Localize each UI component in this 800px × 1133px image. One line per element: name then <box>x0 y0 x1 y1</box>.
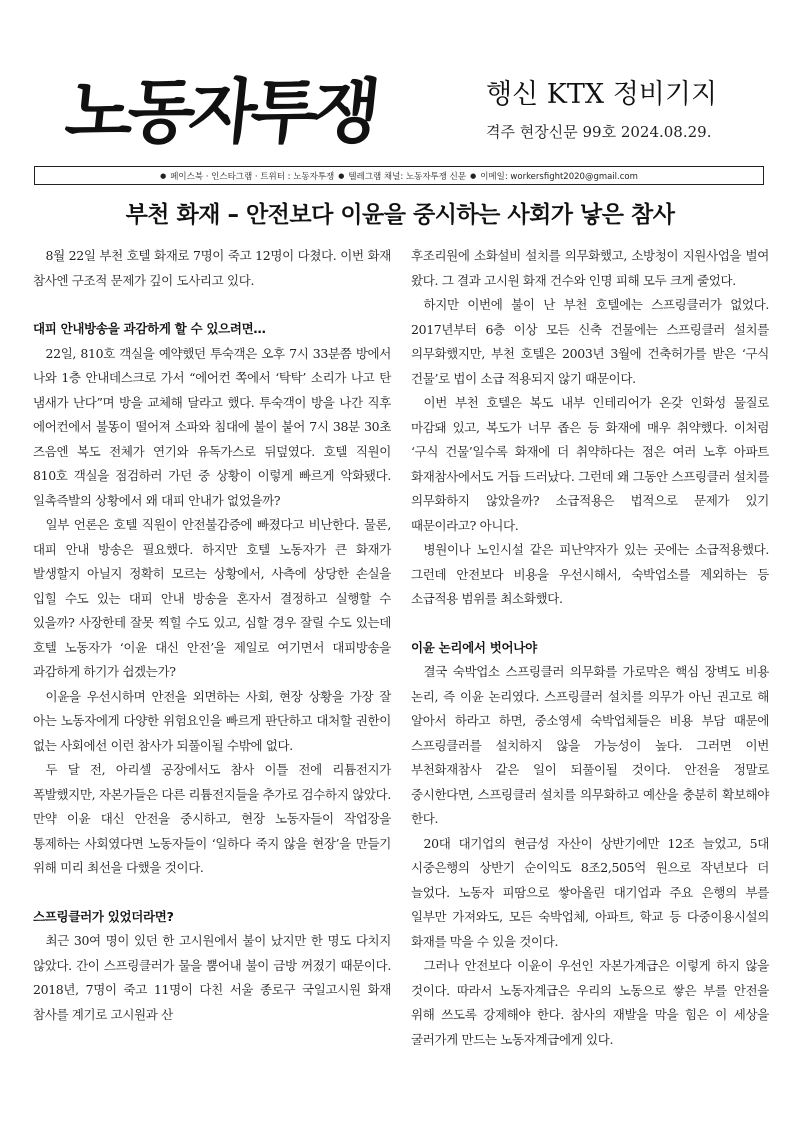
telegram-channel-info: 텔레그램 채널: 노동자투쟁 신문 <box>348 171 467 182</box>
body-paragraph: 22일, 810호 객실을 예약했던 투숙객은 오후 7시 33분쯤 방에서 나와 1층 안내데스크로 가서 “에어컨 쪽에서 ‘탁탁’ 소리가 나고 탄 냄새가 난다”며 방을 교체해 달라고 했다. 투숙객이 방을 나간 직후 에어컨에서 불똥이 떨어져 소파와 침대에 불이 붙어 7시 38분 30초 즈음엔 복도 전체가 연기와 유독가스로 뒤덮였다. 호텔 직원이 810호 객실을 점검하러 가던 중 상황이 이렇게 빠르게 악화됐다. 일촉즉발의 상황에서 왜 대피 안내가 없었을까? <box>33 345 391 508</box>
section-heading: 이윤 논리에서 벗어나야 <box>411 639 537 655</box>
email-info: 이메일: workersfight2020@gmail.com <box>480 171 638 182</box>
contact-bar <box>34 166 764 185</box>
section-spacer <box>411 612 769 636</box>
bullet-icon: ● <box>470 171 477 180</box>
section-heading: 대피 안내방송을 과감하게 할 수 있으려면… <box>33 321 266 336</box>
body-paragraph: 결국 숙박업소 스프링클러 의무화를 가로막은 핵심 장벽도 비용 논리, 즉 이윤 논리였다. 스프링클러 설치를 의무가 아닌 권고로 해 알아서 하라고 하면, 중소영세 숙박업체들은 비용 부담 때문에 스프링클러를 설치하지 않을 가능성이 높다. 그러면 이번 부천화재참사 같은 일이 되풀이될 것이다. 안전을 정말로 중시한다면, 스프링클러 설치를 의무화하고 예산을 충분히 확보해야 한다. <box>411 664 769 826</box>
body-paragraph: 이윤을 우선시하며 안전을 외면하는 사회, 현장 상황을 가장 잘 아는 노동자에게 다양한 위험요인을 빠르게 판단하고 대처할 권한이 없는 사회에선 이런 참사가 되풀이될 수밖에 없다. <box>33 688 391 753</box>
issue-line: 격주 현장신문 99호 2024.08.29. <box>486 123 712 141</box>
social-media-info: 페이스북 · 인스타그램 · 트위터 : 노동자투쟁 <box>170 171 335 182</box>
body-paragraph: 일부 언론은 호텔 직원이 안전불감증에 빠졌다고 비난한다. 물론, 대피 안내 방송은 필요했다. 하지만 호텔 노동자가 큰 화재가 발생할지 아닐지 정확히 모르는 상황에서, 사측에 상당한 손실을 입힐 수도 있는 대피 안내 방송을 혼자서 결정하고 실행할 수 있을까? 사장한테 잘못 찍힐 수도 있고, 심할 경우 잘릴 수도 있는데 호텔 노동자가 ‘이윤 대신 안전’을 제일로 여기면서 대피방송을 과감하게 하기가 쉽겠는가? <box>33 517 391 679</box>
article-left-column <box>33 244 391 1027</box>
body-paragraph: 병원이나 노인시설 같은 피난약자가 있는 곳에는 소급적용했다. 그런데 안전보다 비용을 우선시해서, 숙박업소를 제외하는 등 소급적용 범위를 최소화했다. <box>411 542 769 606</box>
workplace-title: 행신 KTX 정비기지 <box>486 79 718 110</box>
intro-paragraph: 8월 22일 부천 호텔 화재로 7명이 죽고 12명이 다쳤다. 이번 화재 참사엔 구조적 문제가 깊이 도사리고 있다. <box>33 248 391 288</box>
newsletter-logo: 노동자투쟁 <box>61 71 379 153</box>
section-spacer <box>33 881 391 905</box>
body-paragraph: 그러나 안전보다 이윤이 우선인 자본가계급은 이렇게 하지 않을 것이다. 따라서 노동자계급은 우리의 노동으로 쌓은 부를 안전을 위해 쓰도록 강제해야 한다. 참사의 재발을 막을 힘은 이 세상을 굴러가게 만드는 노동자계급에게 있다. <box>411 958 769 1047</box>
section-spacer <box>33 293 391 317</box>
bullet-icon: ● <box>338 171 345 180</box>
body-paragraph: 후조리원에 소화설비 설치를 의무화했고, 소방청이 지원사업을 벌여 왔다. 그 결과 고시원 화재 건수와 인명 피해 모두 크게 줄었다. <box>411 248 769 288</box>
body-paragraph: 최근 30여 명이 있던 한 고시원에서 불이 났지만 한 명도 다치지 않았다. 간이 스프링클러가 물을 뿜어내 불이 금방 꺼졌기 때문이다. 2018년, 7명이 죽고 11명이 다친 서울 종로구 국일고시원 화재 참사를 계기로 고시원과 산 <box>33 933 391 1022</box>
body-paragraph: 두 달 전, 아리셀 공장에서도 참사 이틀 전에 리튬전지가 폭발했지만, 자본가들은 다른 리튬전지들을 추가로 검수하지 않았다. 만약 이윤 대신 안전을 중시하고, 현장 노동자들이 작업장을 통제하는 사회였다면 노동자들이 ‘일하다 죽지 않을 현장’을 만들기 위해 미리 최선을 다했을 것이다. <box>33 762 391 875</box>
article-right-column <box>411 244 769 1052</box>
article-headline: 부천 화재 – 안전보다 이윤을 중시하는 사회가 낳은 참사 <box>125 202 675 228</box>
body-paragraph: 이번 부천 호텔은 복도 내부 인테리어가 온갖 인화성 물질로 마감돼 있고, 복도가 너무 좁은 등 화재에 매우 취약했다. 이처럼 ‘구식 건물’일수록 화재에 더 취약하다는 점은 여러 노후 아파트 화재참사에서도 거듭 드러났다. 그런데 왜 그동안 스프링클러 설치를 의무화하지 않았을까? 소급적용은 법적으로 문제가 있기 때문이라고? 아니다. <box>411 395 769 533</box>
section-heading: 스프링클러가 있었더라면? <box>33 908 174 924</box>
body-paragraph: 하지만 이번에 불이 난 부천 호텔에는 스프링클러가 없었다. 2017년부터 6층 이상 모든 신축 건물에는 스프링클러 설치를 의무화했지만, 부천 호텔은 2003년 3월에 건축허가를 받은 ‘구식 건물’로 법이 소급 적용되지 않기 때문이다. <box>411 297 769 386</box>
body-paragraph: 20대 대기업의 현금성 자산이 상반기에만 12조 늘었고, 5대 시중은행의 상반기 순이익도 8조2,505억 원으로 작년보다 더 늘었다. 노동자 피땀으로 쌓아올린 대기업과 주요 은행의 부를 일부만 가져와도, 모든 숙박업체, 아파트, 학교 등 다중이용시설의 화재를 막을 수 있을 것이다. <box>411 835 769 949</box>
bullet-icon: ● <box>160 171 167 180</box>
